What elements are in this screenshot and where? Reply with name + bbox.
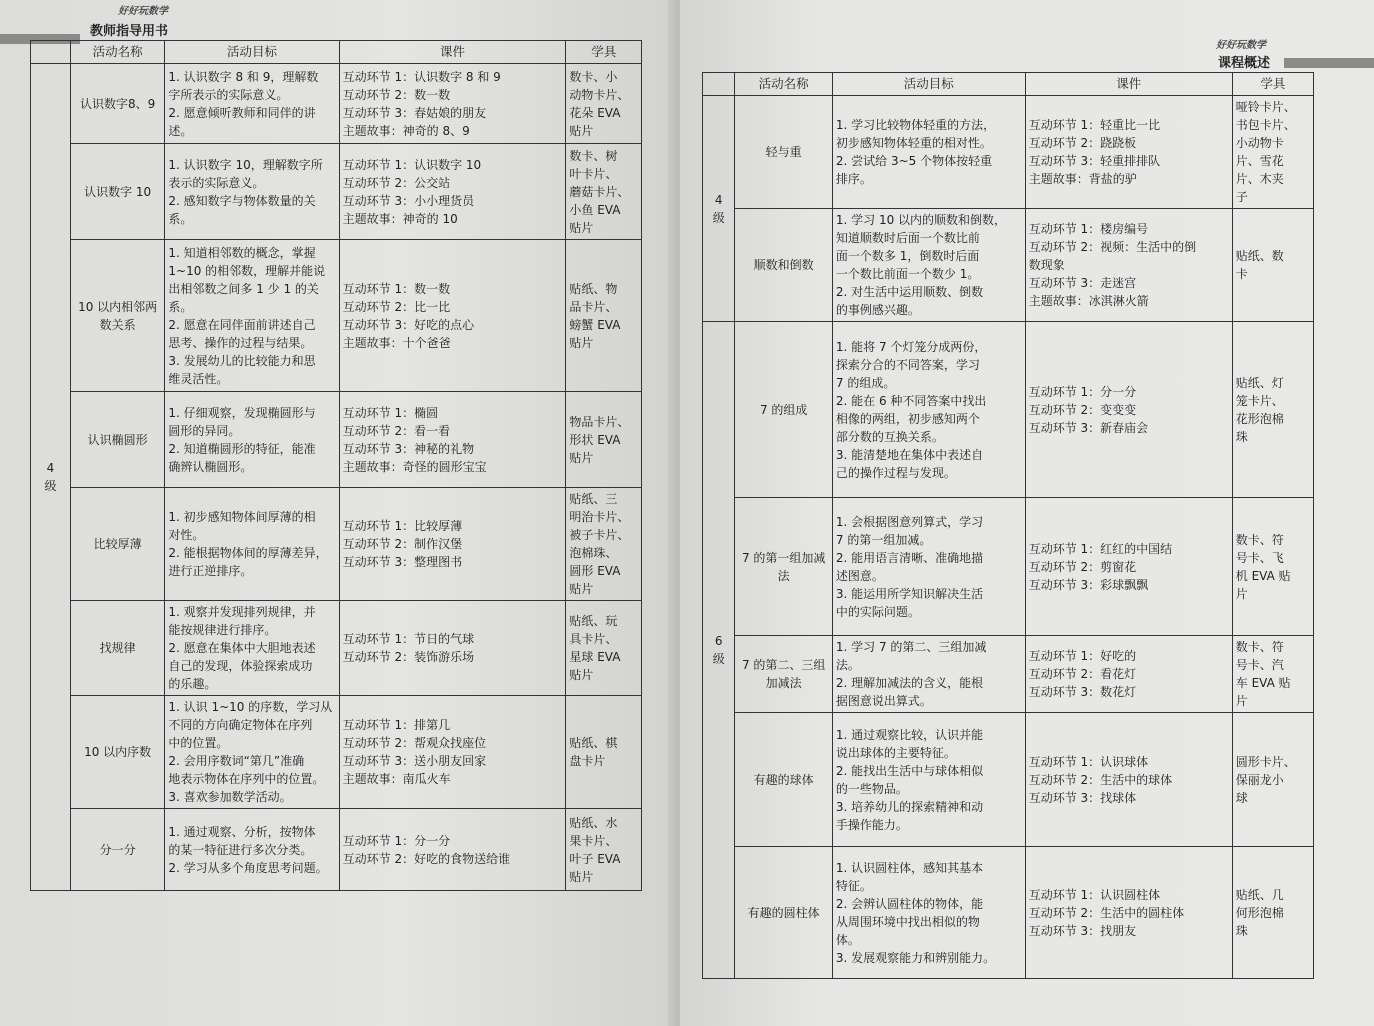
tools-cell-line: 小鱼 EVA	[569, 202, 621, 217]
goals-cell-line: 己的操作过程与发现。	[835, 465, 956, 480]
goals-cell-line: 探索分合的不同答案，学习	[835, 357, 980, 372]
goals-cell-line: 从周围环境中找出相似的物	[835, 914, 980, 929]
tools-cell-line: 卡	[1235, 267, 1248, 281]
left-activity-table	[30, 40, 642, 891]
activity-name-cell: 10 以内序数	[70, 696, 164, 809]
courseware-cell-line: 互动环节 2：看一看	[342, 423, 451, 438]
table-row	[31, 601, 642, 696]
goals-cell-line: 不同的方向确定物体在序列	[168, 718, 313, 732]
courseware-cell-line: 互动环节 1：分一分	[342, 833, 451, 848]
courseware-cell-line: 主题故事：南瓜火车	[342, 772, 451, 786]
tools-cell-line: 果卡片、	[569, 833, 618, 848]
courseware-cell-line: 互动环节 2：剪窗花	[1028, 559, 1137, 574]
courseware-cell-line: 互动环节 1：红红的中国结	[1028, 541, 1173, 556]
tools-cell-line: 贴纸、水	[569, 815, 618, 830]
tools-cell-line: 片、雪花	[1235, 154, 1284, 168]
goals-cell-line: 1. 能将 7 个灯笼分成两份，	[835, 339, 987, 354]
goals-cell	[832, 847, 1025, 979]
tools-cell	[566, 809, 642, 891]
tools-cell	[566, 696, 642, 809]
courseware-cell	[339, 392, 566, 488]
goals-cell-line: 1. 通过观察比较，认识并能	[835, 727, 984, 742]
tools-cell-line: 数卡、符	[1235, 532, 1284, 547]
courseware-cell-line: 互动环节 2：数一数	[342, 87, 451, 102]
courseware-cell	[339, 488, 566, 601]
header-cell: 课件	[339, 41, 566, 64]
activity-name-cell: 认识数字8、9	[70, 64, 164, 144]
goals-cell-line: 初步感知物体轻重的相对性。	[835, 136, 992, 150]
tools-cell	[566, 392, 642, 488]
table-row	[31, 240, 642, 392]
goals-cell-line: 述。	[168, 123, 193, 138]
goals-cell-line: 1. 认识数字 10，理解数字所	[168, 157, 323, 172]
goals-cell-line: 1. 初步感知物体间厚薄的相	[168, 510, 316, 524]
courseware-cell-line: 互动环节 3：好吃的点心	[342, 317, 475, 332]
goals-cell-line: 2. 感知数字与物体数量的关	[168, 193, 316, 208]
header-cell: 学具	[1232, 73, 1313, 96]
goals-cell-line: 3. 培养幼儿的探索精神和动	[835, 799, 984, 814]
activity-name-cell: 7 的组成	[735, 322, 832, 498]
header-cell: 学具	[566, 41, 642, 64]
goals-cell-line: 3. 发展幼儿的比较能力和思	[168, 353, 316, 368]
courseware-cell	[339, 240, 566, 392]
goals-cell-line: 体。	[835, 932, 860, 947]
courseware-cell-line: 主题故事：十个爸爸	[342, 335, 451, 350]
goals-cell-line: 2. 愿意倾听教师和同伴的讲	[168, 105, 316, 120]
goals-cell	[832, 713, 1025, 847]
courseware-cell-line: 互动环节 2：变变变	[1028, 402, 1137, 417]
goals-cell-line: 2. 理解加减法的含义，能根	[835, 676, 984, 690]
activity-name-cell: 找规律	[70, 601, 164, 696]
courseware-cell-line: 互动环节 2：看花灯	[1028, 667, 1137, 681]
goals-cell-line: 2. 能在 6 种不同答案中找出	[835, 393, 987, 408]
tools-cell	[1232, 96, 1313, 209]
goals-cell-line: 据图意说出算式。	[835, 694, 932, 708]
courseware-cell-line: 互动环节 3：彩球飘飘	[1028, 577, 1149, 592]
goals-cell-line: 1. 认识数字 8 和 9，理解数	[168, 69, 319, 84]
tools-cell-line: 保丽龙小	[1235, 772, 1284, 787]
courseware-cell-line: 互动环节 1：认识数字 8 和 9	[342, 69, 501, 84]
header-cell: 活动名称	[70, 41, 164, 64]
level-cell: 4 级	[703, 96, 735, 322]
courseware-cell-line: 互动环节 1：认识球体	[1028, 754, 1149, 769]
goals-cell-line: 能按规律进行排序。	[168, 623, 277, 637]
tools-cell	[1232, 713, 1313, 847]
goals-cell-line: 维灵活性。	[168, 371, 229, 386]
tools-cell-line: 珠	[1235, 923, 1248, 938]
goals-cell-line: 3. 喜欢参加数学活动。	[168, 790, 292, 804]
goals-cell-line: 2. 能用语言清晰、准确地描	[835, 550, 984, 565]
left-header-title: 教师指导用书	[90, 24, 169, 39]
level-cell: 4 级	[31, 64, 71, 891]
right-page	[680, 0, 1374, 1026]
goals-cell-line: 2. 知道椭圆形的特征，能准	[168, 441, 316, 456]
goals-cell-line: 说出球体的主要特征。	[835, 745, 956, 760]
goals-cell-line: 1~10 的相邻数，理解并能说	[168, 263, 326, 278]
courseware-cell-line: 互动环节 1：椭圆	[342, 405, 439, 420]
courseware-cell-line: 互动环节 3：小小理货员	[342, 193, 475, 208]
right-header-bar	[1284, 58, 1374, 68]
right-activity-table	[702, 72, 1314, 979]
table-header-row	[703, 73, 1314, 96]
activity-name-cell: 分一分	[70, 809, 164, 891]
table-row	[703, 713, 1314, 847]
goals-cell-line: 3. 能运用所学知识解决生活	[835, 586, 984, 601]
tools-cell	[1232, 209, 1313, 322]
goals-cell-line: 字所表示的实际意义。	[168, 87, 289, 102]
tools-cell	[566, 601, 642, 696]
goals-cell-line: 知道顺数时后面一个数比前	[835, 231, 980, 245]
goals-cell-line: 1. 学习比较物体轻重的方法，	[835, 118, 996, 132]
table-row	[703, 498, 1314, 636]
goals-cell-line: 的某一特征进行多次分类。	[168, 842, 313, 857]
courseware-cell	[1025, 713, 1232, 847]
goals-cell-line: 3. 能清楚地在集体中表述自	[835, 447, 984, 462]
tools-cell-line: 贴纸、玩	[569, 614, 618, 628]
tools-cell	[566, 64, 642, 144]
tools-cell-line: 叶子 EVA	[569, 851, 621, 866]
tools-cell-line: 圆形卡片、	[1235, 754, 1296, 769]
courseware-cell-line: 互动环节 3：春姑娘的朋友	[342, 105, 487, 120]
tools-cell-line: 子	[1235, 190, 1248, 204]
goals-cell-line: 排序。	[835, 172, 872, 186]
activity-name-cell: 7 的第二、三组加减法	[735, 636, 832, 713]
tools-cell-line: 车 EVA 贴	[1235, 676, 1291, 690]
table-row	[703, 96, 1314, 209]
activity-name-cell: 认识数字 10	[70, 144, 164, 240]
goals-cell	[165, 488, 339, 601]
tools-cell-line: 贴纸、灯	[1235, 375, 1284, 390]
courseware-cell-line: 互动环节 1：认识圆柱体	[1028, 887, 1161, 902]
tools-cell-line: 何形泡棉	[1235, 905, 1284, 920]
header-cell	[31, 41, 71, 64]
goals-cell-line: 1. 知道相邻数的概念，掌握	[168, 245, 316, 260]
goals-cell-line: 自己的发现，体验探索成功	[168, 659, 313, 673]
tools-cell-line: 号卡、飞	[1235, 550, 1284, 565]
tools-cell-line: 贴片	[569, 869, 594, 884]
goals-cell-line: 系。	[168, 211, 193, 226]
goals-cell-line: 出相邻数之间多 1 少 1 的关	[168, 281, 319, 296]
tools-cell-line: 动物卡片、	[569, 87, 630, 102]
table-row	[31, 392, 642, 488]
left-logo: 好好玩数学	[118, 6, 168, 17]
tools-cell	[566, 144, 642, 240]
courseware-cell-line: 互动环节 1：楼房编号	[1028, 222, 1149, 236]
tools-cell-line: 被子卡片、	[569, 528, 630, 542]
courseware-cell	[1025, 322, 1232, 498]
courseware-cell-line: 互动环节 3：数花灯	[1028, 685, 1137, 699]
courseware-cell-line: 互动环节 1：数一数	[342, 281, 451, 296]
courseware-cell	[1025, 96, 1232, 209]
tools-cell	[566, 488, 642, 601]
goals-cell-line: 的乐趣。	[168, 677, 217, 691]
activity-name-cell: 比较厚薄	[70, 488, 164, 601]
goals-cell-line: 手操作能力。	[835, 817, 908, 832]
courseware-cell	[339, 64, 566, 144]
goals-cell-line: 面一个数多 1，倒数时后面	[835, 249, 980, 263]
tools-cell-line: 片	[1235, 586, 1248, 601]
tools-cell-line: 号卡、汽	[1235, 658, 1284, 672]
goals-cell-line: 2. 能根据物体间的厚薄差异，	[168, 546, 328, 560]
courseware-cell-line: 主题故事：奇怪的圆形宝宝	[342, 459, 487, 474]
courseware-cell	[339, 696, 566, 809]
courseware-cell	[339, 144, 566, 240]
courseware-cell-line: 互动环节 2：生活中的圆柱体	[1028, 905, 1185, 920]
tools-cell-line: 贴片	[569, 668, 594, 682]
tools-cell-line: 球	[1235, 790, 1248, 805]
goals-cell-line: 1. 学习 10 以内的顺数和倒数，	[835, 213, 1007, 227]
courseware-cell-line: 互动环节 3：轻重排排队	[1028, 154, 1161, 168]
goals-cell-line: 圆形的异同。	[168, 423, 241, 438]
courseware-cell-line: 互动环节 2：生活中的球体	[1028, 772, 1173, 787]
goals-cell-line: 1. 通过观察、分析，按物体	[168, 824, 316, 839]
courseware-cell-line: 互动环节 1：比较厚薄	[342, 519, 463, 533]
tools-cell-line: 贴纸、物	[569, 281, 618, 296]
goals-cell	[165, 696, 339, 809]
tools-cell-line: 形状 EVA	[569, 432, 621, 447]
table-row	[703, 847, 1314, 979]
courseware-cell	[339, 809, 566, 891]
courseware-cell-line: 互动环节 3：送小朋友回家	[342, 754, 487, 768]
tools-cell-line: 星球 EVA	[569, 650, 621, 664]
courseware-cell-line: 主题故事：冰淇淋火箭	[1028, 294, 1149, 308]
goals-cell-line: 系。	[168, 299, 193, 314]
tools-cell-line: 螃蟹 EVA	[569, 317, 621, 332]
goals-cell	[832, 498, 1025, 636]
activity-name-cell: 轻与重	[735, 96, 832, 209]
right-header-title: 课程概述	[1218, 56, 1271, 71]
tools-cell-line: 片、木夹	[1235, 172, 1284, 186]
tools-cell-line: 数卡、小	[569, 69, 618, 84]
goals-cell-line: 确辨认椭圆形。	[168, 459, 253, 474]
goals-cell	[165, 64, 339, 144]
activity-name-cell: 10 以内相邻两数关系	[70, 240, 164, 392]
courseware-cell-line: 数现象	[1028, 258, 1065, 272]
courseware-cell-line: 互动环节 3：走迷宫	[1028, 276, 1137, 290]
goals-cell-line: 2. 愿意在集体中大胆地表述	[168, 641, 316, 655]
goals-cell-line: 部分数的互换关系。	[835, 429, 944, 444]
courseware-cell-line: 互动环节 2：好吃的食物送给谁	[342, 851, 511, 866]
goals-cell-line: 3. 发展观察能力和辨别能力。	[835, 950, 996, 965]
tools-cell-line: 数卡、树	[569, 148, 618, 163]
table-row	[703, 209, 1314, 322]
courseware-cell-line: 互动环节 2：跷跷板	[1028, 136, 1137, 150]
header-cell: 课件	[1025, 73, 1232, 96]
tools-cell-line: 贴纸、三	[569, 492, 618, 506]
tools-cell-line: 贴纸、棋	[569, 736, 618, 750]
level-cell: 6 级	[703, 322, 735, 979]
header-cell	[703, 73, 735, 96]
goals-cell-line: 相像的两组，初步感知两个	[835, 411, 980, 426]
activity-name-cell: 有趣的圆柱体	[735, 847, 832, 979]
table-row	[31, 64, 642, 144]
goals-cell	[165, 392, 339, 488]
goals-cell	[832, 209, 1025, 322]
tools-cell-line: 花朵 EVA	[569, 105, 621, 120]
tools-cell	[1232, 847, 1313, 979]
goals-cell-line: 1. 仔细观察，发现椭圆形与	[168, 405, 316, 420]
courseware-cell-line: 互动环节 2：制作汉堡	[342, 537, 463, 551]
tools-cell-line: 盘卡片	[569, 754, 606, 768]
tools-cell-line: 泡棉珠、	[569, 546, 618, 560]
tools-cell-line: 品卡片、	[569, 299, 618, 314]
goals-cell-line: 进行正逆排序。	[168, 564, 253, 578]
table-header-row	[31, 41, 642, 64]
header-cell: 活动名称	[735, 73, 832, 96]
goals-cell-line: 1. 认识 1~10 的序数，学习从	[168, 700, 333, 714]
courseware-cell	[339, 601, 566, 696]
courseware-cell-line: 互动环节 1：排第几	[342, 718, 451, 732]
courseware-cell	[1025, 498, 1232, 636]
activity-name-cell: 7 的第一组加减法	[735, 498, 832, 636]
courseware-cell	[1025, 209, 1232, 322]
tools-cell-line: 片	[1235, 694, 1248, 708]
goals-cell-line: 1. 会根据图意列算式，学习	[835, 514, 984, 529]
goals-cell	[165, 240, 339, 392]
goals-cell-line: 中的实际问题。	[835, 604, 920, 619]
courseware-cell-line: 互动环节 3：整理图书	[342, 555, 463, 569]
tools-cell-line: 哑铃卡片、	[1235, 100, 1296, 114]
tools-cell-line: 具卡片、	[569, 632, 618, 646]
courseware-cell-line: 互动环节 2：视频：生活中的倒	[1028, 240, 1197, 254]
tools-cell	[1232, 498, 1313, 636]
activity-name-cell: 有趣的球体	[735, 713, 832, 847]
table-row	[703, 322, 1314, 498]
goals-cell-line: 1. 认识圆柱体，感知其基本	[835, 860, 984, 875]
goals-cell-line: 法。	[835, 658, 860, 672]
courseware-cell-line: 互动环节 1：好吃的	[1028, 649, 1137, 663]
table-row	[31, 696, 642, 809]
goals-cell-line: 一个数比前面一个数少 1。	[835, 267, 980, 281]
courseware-cell-line: 互动环节 3：神秘的礼物	[342, 441, 475, 456]
tools-cell-line: 笼卡片、	[1235, 393, 1284, 408]
goals-cell	[165, 601, 339, 696]
goals-cell-line: 思考、操作的过程与结果。	[168, 335, 313, 350]
courseware-cell-line: 互动环节 1：认识数字 10	[342, 157, 482, 172]
header-cell: 活动目标	[832, 73, 1025, 96]
courseware-cell-line: 主题故事：背盐的驴	[1028, 172, 1137, 186]
tools-cell-line: 贴片	[569, 582, 594, 596]
courseware-cell	[1025, 636, 1232, 713]
tools-cell-line: 贴片	[569, 335, 594, 350]
tools-cell-line: 贴纸、数	[1235, 249, 1284, 263]
tools-cell	[1232, 322, 1313, 498]
tools-cell-line: 数卡、符	[1235, 640, 1284, 654]
header-cell: 活动目标	[165, 41, 339, 64]
goals-cell-line: 2. 会用序数词“第几”准确	[168, 754, 305, 768]
goals-cell-line: 表示的实际意义。	[168, 175, 265, 190]
goals-cell-line: 2. 对生活中运用顺数、倒数	[835, 285, 984, 299]
tools-cell-line: 叶卡片、	[569, 166, 618, 181]
tools-cell-line: 物品卡片、	[569, 414, 630, 429]
goals-cell-line: 2. 能找出生活中与球体相似	[835, 763, 984, 778]
table-row	[31, 809, 642, 891]
courseware-cell-line: 主题故事：神奇的 10	[342, 211, 458, 226]
courseware-cell-line: 互动环节 3：新春庙会	[1028, 420, 1149, 435]
courseware-cell-line: 互动环节 3：找朋友	[1028, 923, 1137, 938]
courseware-cell	[1025, 847, 1232, 979]
courseware-cell-line: 互动环节 2：帮观众找座位	[342, 736, 487, 750]
tools-cell	[566, 240, 642, 392]
goals-cell	[832, 96, 1025, 209]
table-row	[703, 636, 1314, 713]
goals-cell-line: 特征。	[835, 878, 872, 893]
right-logo: 好好玩数学	[1216, 40, 1266, 51]
goals-cell-line: 2. 尝试给 3~5 个物体按轻重	[835, 154, 993, 168]
goals-cell-line: 1. 学习 7 的第二、三组加减	[835, 640, 987, 654]
goals-cell-line: 2. 学习从多个角度思考问题。	[168, 860, 328, 875]
goals-cell-line: 地表示物体在序列中的位置。	[168, 772, 325, 786]
tools-cell-line: 贴片	[569, 123, 594, 138]
left-page	[0, 0, 676, 1026]
tools-cell-line: 圆形 EVA	[569, 564, 621, 578]
tools-cell-line: 贴片	[569, 220, 594, 235]
tools-cell-line: 珠	[1235, 429, 1248, 444]
courseware-cell-line: 互动环节 1：节日的气球	[342, 632, 475, 646]
courseware-cell-line: 互动环节 3：找球体	[1028, 790, 1137, 805]
goals-cell-line: 对性。	[168, 528, 205, 542]
tools-cell-line: 蘑菇卡片、	[569, 184, 630, 199]
goals-cell-line: 7 的组成。	[835, 375, 896, 390]
tools-cell-line: 明治卡片、	[569, 510, 630, 524]
tools-cell-line: 贴纸、几	[1235, 887, 1284, 902]
courseware-cell-line: 互动环节 1：分一分	[1028, 384, 1137, 399]
tools-cell	[1232, 636, 1313, 713]
table-row	[31, 144, 642, 240]
goals-cell-line: 的一些物品。	[835, 781, 908, 796]
tools-cell-line: 机 EVA 贴	[1235, 568, 1291, 583]
goals-cell-line: 2. 愿意在同伴面前讲述自己	[168, 317, 316, 332]
tools-cell-line: 小动物卡	[1235, 136, 1284, 150]
courseware-cell-line: 互动环节 2：公交站	[342, 175, 451, 190]
goals-cell-line: 中的位置。	[168, 736, 229, 750]
tools-cell-line: 书包卡片、	[1235, 118, 1296, 132]
goals-cell-line: 1. 观察并发现排列规律，并	[168, 605, 316, 619]
courseware-cell-line: 互动环节 2：装饰游乐场	[342, 650, 475, 664]
goals-cell-line: 的事例感兴趣。	[835, 303, 920, 317]
goals-cell	[832, 322, 1025, 498]
courseware-cell-line: 互动环节 1：轻重比一比	[1028, 118, 1161, 132]
courseware-cell-line: 互动环节 2：比一比	[342, 299, 451, 314]
goals-cell-line: 7 的第一组加减。	[835, 532, 932, 547]
activity-name-cell: 顺数和倒数	[735, 209, 832, 322]
tools-cell-line: 花形泡棉	[1235, 411, 1284, 426]
goals-cell	[165, 144, 339, 240]
courseware-cell-line: 主题故事：神奇的 8、9	[342, 123, 470, 138]
goals-cell-line: 述图意。	[835, 568, 884, 583]
activity-name-cell: 认识椭圆形	[70, 392, 164, 488]
table-row	[31, 488, 642, 601]
goals-cell	[165, 809, 339, 891]
tools-cell-line: 贴片	[569, 450, 594, 465]
goals-cell-line: 2. 会辨认圆柱体的物体，能	[835, 896, 984, 911]
goals-cell	[832, 636, 1025, 713]
